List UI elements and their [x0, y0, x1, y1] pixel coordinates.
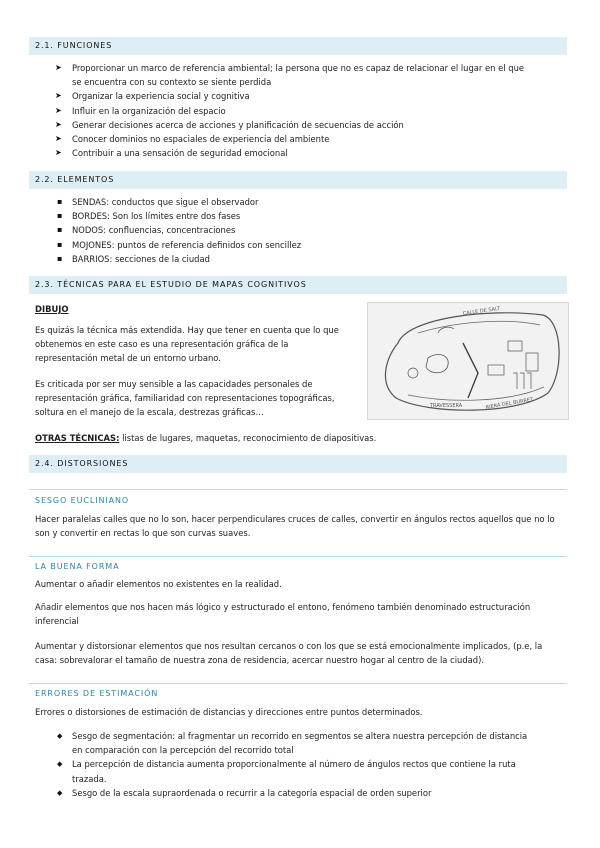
list-item: ▪ BARRIOS: secciones de la ciudad — [55, 252, 535, 266]
section-header-elementos — [29, 171, 567, 189]
otras-tecnicas-label: OTRAS TÉCNICAS: — [35, 433, 120, 443]
sketch-street-label: TRAVESSERA — [430, 403, 463, 409]
list-item: ◆ Sesgo de la escala supraordenada o recurrir a la categoría espacial de orden superior — [55, 786, 535, 800]
elementos-list — [55, 195, 535, 266]
dibujo-label: DIBUJO — [35, 304, 69, 314]
dibujo-paragraph-2: Es criticada por ser muy sensible a las capacidades personales de representación gráfica, familiaridad con representaciones topográficas, soltura en el manejo de la escala, destrezas gráficas… — [35, 379, 335, 418]
list-item: ➤ Contribuir a una sensación de seguridad emocional — [55, 146, 535, 160]
section-title: 2.4. DISTORSIONES — [35, 459, 129, 468]
section-header-distorsiones — [29, 455, 567, 473]
list-item: ▪ BORDES: Son los límites entre dos fases — [55, 209, 535, 223]
divider — [29, 556, 567, 557]
cognitive-map-sketch-image — [367, 302, 569, 420]
list-item: ▪ MOJONES: puntos de referencia definidos con sencillez — [55, 238, 535, 252]
section-title: 2.3. TÉCNICAS PARA EL ESTUDIO DE MAPAS COGNITIVOS — [35, 280, 307, 289]
section-title: 2.2. ELEMENTOS — [35, 175, 115, 184]
section-header-tecnicas — [29, 276, 567, 294]
list-item: ◆ Sesgo de segmentación: al fragmentar un recorrido en segmentos se altera nuestra percepción de distancia en comparación con la percepción del recorrido total — [55, 729, 535, 757]
list-item: ◆ La percepción de distancia aumenta proporcionalmente al número de ángulos rectos que contiene la ruta trazada. — [55, 757, 535, 785]
otras-tecnicas-text: listas de lugares, maquetas, reconocimiento de diapositivas. — [119, 433, 377, 443]
sesgo-paragraph: Hacer paralelas calles que no lo son, hacer perpendiculares cruces de calles, convertir en ángulos rectos aquellos que no lo son y convertir en rectas lo que son curvas suaves. — [35, 514, 555, 539]
sketch-street-label: RIERA DEL BURRET — [485, 396, 534, 411]
divider — [29, 683, 567, 684]
list-item: ▪ NODOS: confluencias, concentraciones — [55, 223, 535, 237]
funciones-list — [55, 61, 535, 160]
divider — [29, 489, 567, 490]
errores-list — [55, 729, 535, 800]
section-header-funciones — [29, 37, 567, 55]
list-item: ▪ SENDAS: conductos que sigue el observador — [55, 195, 535, 209]
list-item: ➤ Organizar la experiencia social y cognitiva — [55, 89, 535, 103]
list-item: ➤ Influir en la organización del espacio — [55, 104, 535, 118]
subsection-title-buena-forma: LA BUENA FORMA — [35, 562, 120, 571]
section-title: 2.1. FUNCIONES — [35, 41, 113, 50]
sketch-street-label: CALLE DE SALT — [462, 305, 501, 317]
buena-forma-paragraph-1: Aumentar o añadir elementos no existentes en la realidad. — [35, 579, 282, 589]
buena-forma-paragraph-2: Añadir elementos que nos hacen más lógico y estructurado el entono, fenómeno también denominado estructuración inferencial — [35, 602, 531, 627]
list-item: ➤ Proporcionar un marco de referencia ambiental; la persona que no es capaz de relacionar el lugar en el que se encuentra con su contexto se siente perdida — [55, 61, 535, 89]
subsection-title-errores: ERRORES DE ESTIMACIÓN — [35, 689, 159, 698]
otras-tecnicas — [35, 431, 565, 445]
errores-intro: Errores o distorsiones de estimación de distancias y direcciones entre puntos determinados. — [35, 707, 423, 717]
buena-forma-paragraph-3: Aumentar y distorsionar elementos que nos resultan cercanos o con los que se está emocionalmente implicados, (p.e, la casa: sobrevalorar el tamaño de nuestra zona de residencia, acercar nuestro hogar al centro de la ciudad). — [35, 641, 543, 666]
hand-drawn-city-map-sketch-icon — [368, 303, 568, 419]
list-item: ➤ Generar decisiones acerca de acciones y planificación de secuencias de acción — [55, 118, 535, 132]
subsection-title-sesgo: SESGO EUCLINIANO — [35, 496, 130, 505]
list-item: ➤ Conocer dominios no espaciales de experiencia del ambiente — [55, 132, 535, 146]
dibujo-paragraph-1: Es quizás la técnica más extendida. Hay que tener en cuenta que lo que obtenemos en este caso es una representación gráfica de la representación metal de un entorno urbano. — [35, 325, 339, 364]
